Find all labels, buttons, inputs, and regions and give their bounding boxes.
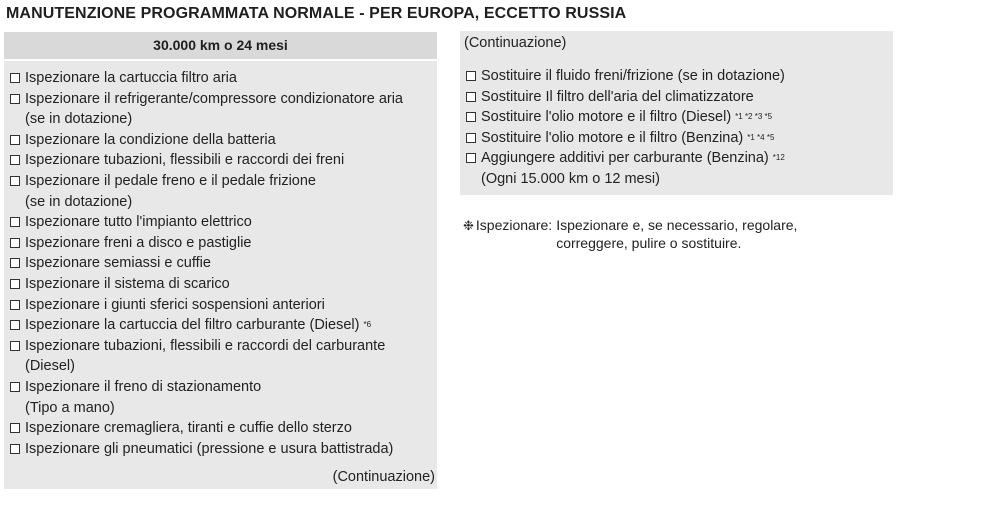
list-item-text: Ispezionare il refrigerante/compressore condizionatore aria bbox=[25, 90, 403, 107]
footnote-reference: *1 *2 *3 *5 bbox=[735, 112, 773, 122]
list-item-text: Sostituire il fluido freni/frizione (se in dotazione) bbox=[481, 68, 785, 84]
list-item bbox=[10, 212, 437, 233]
list-item-subline bbox=[10, 192, 437, 213]
list-item-text: (se in dotazione) bbox=[25, 111, 133, 128]
list-item-text: Ispezionare semiassi e cuffie bbox=[25, 255, 211, 272]
checkbox-icon bbox=[10, 258, 20, 268]
list-item-text: Ispezionare la condizione della batteria bbox=[25, 131, 276, 148]
list-item bbox=[466, 87, 785, 108]
checkbox-icon bbox=[10, 94, 20, 104]
list-item bbox=[10, 233, 437, 254]
list-item-text: (Diesel) bbox=[25, 358, 75, 375]
list-item bbox=[466, 128, 785, 149]
list-item-text: Sostituire Il filtro dell'aria del climatizzatore bbox=[481, 88, 754, 105]
checkbox-icon bbox=[10, 73, 20, 83]
legend-note bbox=[463, 216, 891, 252]
list-item bbox=[10, 150, 437, 171]
list-item-text: Ispezionare i giunti sferici sospensioni anteriori bbox=[25, 296, 325, 313]
list-item-subline bbox=[10, 109, 437, 130]
list-item-line bbox=[466, 107, 785, 128]
list-item-text: Ispezionare tubazioni, flessibili e raccordi dei freni bbox=[25, 152, 345, 169]
list-item-line bbox=[10, 439, 437, 460]
list-item-line bbox=[466, 128, 785, 149]
list-item-text: Ispezionare cremagliera, tiranti e cuffie dello sterzo bbox=[25, 420, 352, 437]
list-item-line bbox=[10, 171, 437, 192]
checkbox-icon bbox=[10, 423, 20, 433]
checkbox-icon bbox=[10, 238, 20, 248]
checkbox-icon bbox=[10, 300, 20, 310]
checkbox-icon bbox=[466, 92, 476, 102]
list-item bbox=[10, 336, 437, 377]
list-item bbox=[466, 66, 785, 87]
list-item bbox=[10, 130, 437, 151]
list-item-line bbox=[466, 148, 785, 169]
checkbox-icon bbox=[10, 279, 20, 289]
list-item-line bbox=[466, 66, 785, 87]
list-item-text: Sostituire l'olio motore e il filtro (Benzina) bbox=[481, 129, 744, 146]
continuation-label: (Continuazione) bbox=[332, 469, 435, 485]
list-item-line bbox=[10, 68, 437, 89]
maintenance-list-right bbox=[460, 66, 785, 190]
legend-definition-line2: correggere, pulire o sostituire. bbox=[556, 235, 742, 251]
list-item-line bbox=[10, 89, 437, 110]
schedule-panel-left bbox=[4, 32, 437, 489]
list-item-text: Aggiungere additivi per carburante (Benzina) bbox=[481, 150, 769, 167]
list-item-line bbox=[10, 212, 437, 233]
checkbox-icon bbox=[10, 320, 20, 330]
list-item-text: Ispezionare il sistema di scarico bbox=[25, 275, 230, 292]
list-item bbox=[10, 68, 437, 89]
list-item bbox=[10, 377, 437, 418]
checkbox-icon bbox=[10, 217, 20, 227]
checkbox-icon bbox=[10, 341, 20, 351]
list-item-text: (Ogni 15.000 km o 12 mesi) bbox=[481, 170, 660, 187]
list-item-text: Ispezionare la cartuccia filtro aria bbox=[25, 70, 237, 86]
list-item bbox=[10, 295, 437, 316]
list-item-line bbox=[10, 150, 437, 171]
list-item bbox=[10, 171, 437, 212]
list-item-line bbox=[10, 233, 437, 254]
checkbox-icon bbox=[466, 133, 476, 143]
list-item bbox=[10, 89, 437, 130]
list-item-text: Ispezionare il pedale freno e il pedale frizione bbox=[25, 172, 316, 189]
list-item bbox=[466, 148, 785, 189]
list-item-text: Ispezionare la cartuccia del filtro carburante (Diesel) bbox=[25, 317, 360, 334]
footnote-reference: *6 bbox=[363, 320, 372, 330]
footnote-reference: *1 *4 *5 bbox=[747, 132, 775, 142]
list-item-text: Sostituire l'olio motore e il filtro (Diesel) bbox=[481, 109, 732, 126]
checkbox-icon bbox=[10, 155, 20, 165]
list-item-line bbox=[466, 87, 785, 108]
checkbox-icon bbox=[10, 382, 20, 392]
list-item-subline bbox=[10, 398, 437, 419]
list-item-text: Ispezionare gli pneumatici (pressione e usura battistrada) bbox=[25, 440, 394, 457]
list-item-line bbox=[10, 130, 437, 151]
list-item bbox=[10, 315, 437, 336]
list-item-line bbox=[10, 336, 437, 357]
legend-term-label: Ispezionare: bbox=[475, 217, 553, 233]
list-item-line bbox=[10, 315, 437, 336]
list-item-line bbox=[10, 418, 437, 439]
checkbox-icon bbox=[466, 112, 476, 122]
list-item-line bbox=[10, 377, 437, 398]
list-item bbox=[10, 253, 437, 274]
list-item-line bbox=[10, 295, 437, 316]
asterisk-icon: ❉ bbox=[463, 218, 474, 233]
list-item-line bbox=[10, 253, 437, 274]
checkbox-icon bbox=[10, 176, 20, 186]
schedule-panel-right bbox=[460, 31, 893, 195]
checkbox-icon bbox=[466, 153, 476, 163]
list-item bbox=[10, 274, 437, 295]
list-item-subline bbox=[466, 169, 785, 190]
maintenance-list-left bbox=[4, 61, 437, 459]
list-item bbox=[466, 107, 785, 128]
list-item-subline bbox=[10, 356, 437, 377]
list-item-line bbox=[10, 274, 437, 295]
interval-header: 30.000 km o 24 mesi bbox=[4, 32, 437, 61]
continuation-label: (Continuazione) bbox=[464, 35, 567, 51]
checkbox-icon bbox=[10, 135, 20, 145]
list-item bbox=[10, 418, 437, 439]
list-item-text: (se in dotazione) bbox=[25, 193, 133, 210]
list-item-text: Ispezionare tutto l'impianto elettrico bbox=[25, 214, 252, 231]
list-item-text: Ispezionare freni a disco e pastiglie bbox=[25, 234, 252, 251]
checkbox-icon bbox=[10, 444, 20, 454]
list-item-text: Ispezionare il freno di stazionamento bbox=[25, 378, 262, 395]
legend-definition bbox=[556, 216, 797, 252]
legend-definition-line1: Ispezionare e, se necessario, regolare, bbox=[556, 217, 798, 233]
page-title: MANUTENZIONE PROGRAMMATA NORMALE - PER EUROPA, ECCETTO RUSSIA bbox=[6, 5, 627, 22]
legend-term bbox=[463, 216, 552, 252]
list-item bbox=[10, 439, 437, 460]
list-item-text: (Tipo a mano) bbox=[25, 399, 115, 416]
list-item-text: Ispezionare tubazioni, flessibili e raccordi del carburante bbox=[25, 337, 386, 354]
checkbox-icon bbox=[466, 71, 476, 81]
footnote-reference: *12 bbox=[772, 153, 785, 163]
